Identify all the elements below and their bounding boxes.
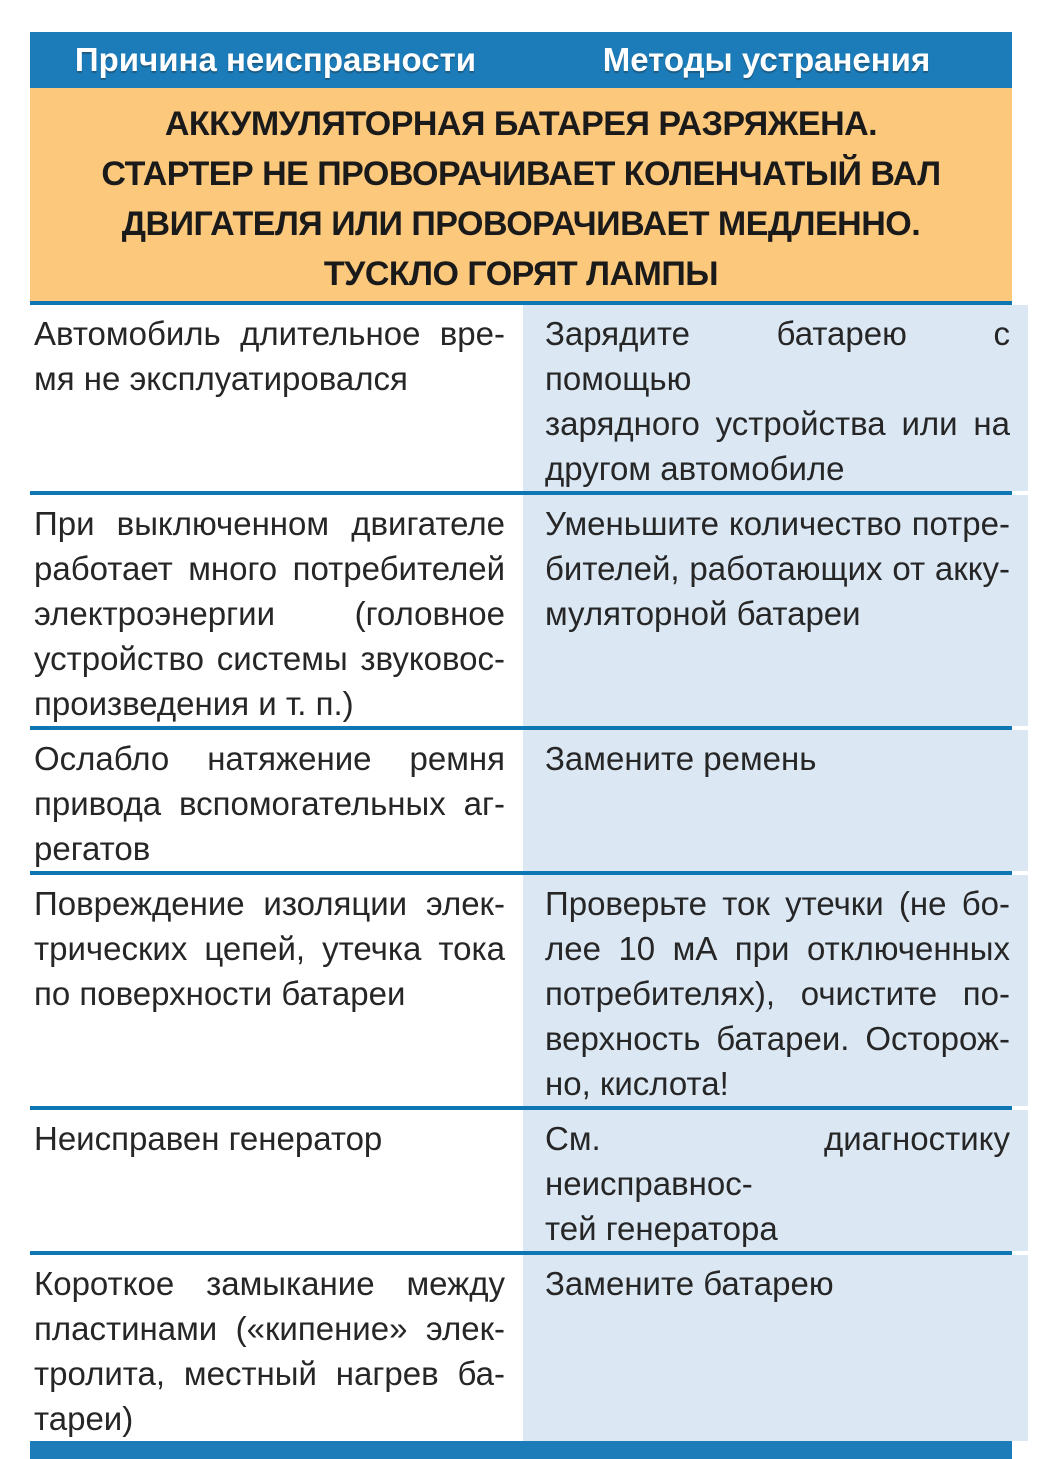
remedy-cell xyxy=(523,495,1028,726)
remedy-text-line: тей генератора xyxy=(545,1210,778,1247)
cause-text-line: тролита, местный нагрев ба- xyxy=(34,1355,505,1392)
column-header-cause: Причина неисправности xyxy=(74,41,477,78)
remedy-text-line: муляторной батареи xyxy=(545,595,861,632)
remedy-text-line: лее 10 мА при отключенных xyxy=(545,930,1010,967)
cause-text-line: Автомобиль длительное вре- xyxy=(34,315,505,352)
table-header xyxy=(30,32,1012,88)
remedy-cell xyxy=(523,1110,1028,1251)
remedy-text-line: зарядного устройства или на xyxy=(545,405,1010,442)
remedy-text-line: Проверьте ток утечки (не бо- xyxy=(545,885,1010,922)
banner-line: АККУМУЛЯТОРНАЯ БАТАРЕЯ РАЗРЯЖЕНА. xyxy=(164,105,878,143)
cause-text-line: При выключенном двигателе xyxy=(34,505,505,542)
cause-text-line: Повреждение изоляции элек- xyxy=(34,885,505,922)
remedy-text-line: Зарядите батарею с помощью xyxy=(545,315,1010,397)
table-bottom-rule xyxy=(30,1441,1012,1459)
remedy-cell xyxy=(523,305,1028,491)
cause-text-line: Ослабло натяжение ремня xyxy=(34,740,505,777)
cause-cell xyxy=(30,1255,523,1441)
cause-text-line: трических цепей, утечка тока xyxy=(34,930,505,967)
cause-cell xyxy=(30,875,523,1106)
banner-line: ТУСКЛО ГОРЯТ ЛАМПЫ xyxy=(323,255,719,293)
remedy-text-line: бителей, работающих от акку- xyxy=(545,550,1010,587)
table-row xyxy=(30,1106,1012,1251)
table-row xyxy=(30,491,1012,726)
cause-text-line: произведения и т. п.) xyxy=(34,685,354,722)
cause-cell xyxy=(30,495,523,726)
remedy-cell xyxy=(523,1255,1028,1441)
cause-cell xyxy=(30,1110,523,1251)
table-row xyxy=(30,726,1012,871)
remedy-text-line: См. диагностику неисправнос- xyxy=(545,1120,1010,1202)
remedy-text-line: верхность батареи. Осторож- xyxy=(545,1020,1010,1057)
cause-text-line: привода вспомогательных аг- xyxy=(34,785,505,822)
remedy-text-line: потребителях), очистите по- xyxy=(545,975,1010,1012)
cause-text-line: мя не эксплуатировался xyxy=(34,360,408,397)
table-row xyxy=(30,871,1012,1106)
banner-line: ДВИГАТЕЛЯ ИЛИ ПРОВОРАЧИВАЕТ МЕДЛЕННО. xyxy=(121,205,921,243)
remedy-text-line: Уменьшите количество потре- xyxy=(545,505,1010,542)
table-row xyxy=(30,1251,1012,1441)
cause-text-line: тареи) xyxy=(34,1400,134,1437)
remedy-text-line: но, кислота! xyxy=(545,1065,729,1102)
cause-text-line: электроэнергии (головное xyxy=(34,595,505,632)
cause-cell xyxy=(30,730,523,871)
cause-text-line: устройство системы звуковос- xyxy=(34,640,505,677)
table-row xyxy=(30,301,1012,491)
banner-line: СТАРТЕР НЕ ПРОВОРАЧИВАЕТ КОЛЕНЧАТЫЙ ВАЛ xyxy=(101,155,941,193)
cause-text-line: работает много потребителей xyxy=(34,550,505,587)
remedy-text-line: Замените батарею xyxy=(545,1265,834,1302)
remedy-text-line: другом автомобиле xyxy=(545,450,845,487)
troubleshooting-table xyxy=(30,32,1012,1459)
cause-text-line: Неисправен генератор xyxy=(34,1120,383,1157)
table-body xyxy=(30,301,1012,1441)
remedy-text-line: Замените ремень xyxy=(545,740,817,777)
cause-text-line: регатов xyxy=(34,830,151,867)
remedy-cell xyxy=(523,875,1028,1106)
remedy-cell xyxy=(523,730,1028,871)
fault-title-banner xyxy=(30,88,1012,301)
cause-text-line: по поверхности батареи xyxy=(34,975,406,1012)
cause-text-line: Короткое замыкание между xyxy=(34,1265,505,1302)
cause-cell xyxy=(30,305,523,491)
column-header-remedy: Методы устранения xyxy=(602,41,931,78)
cause-text-line: пластинами («кипение» элек- xyxy=(34,1310,505,1347)
